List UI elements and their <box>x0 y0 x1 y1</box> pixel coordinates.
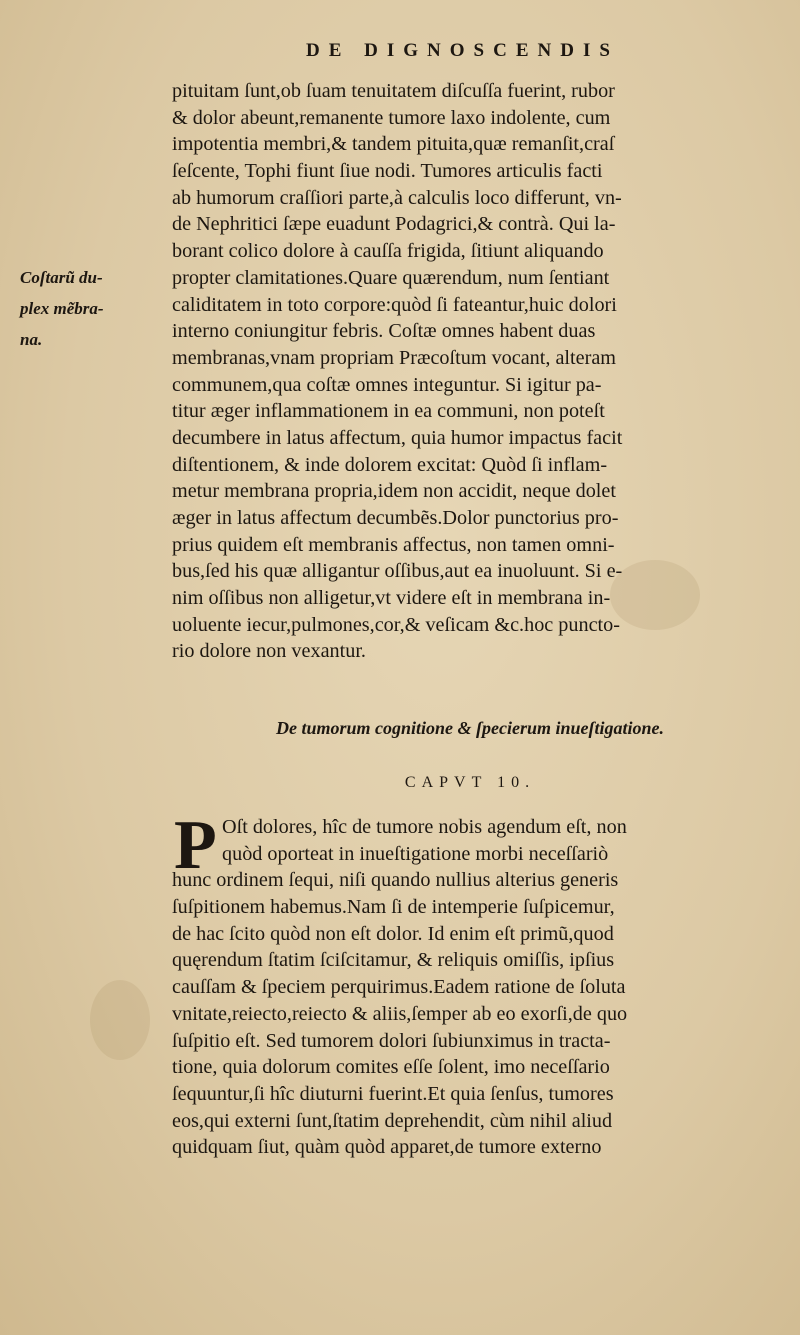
text-line: rio dolore non vexantur. <box>172 640 366 663</box>
text-line: pituitam ſunt,ob ſuam tenuitatem diſcuſſa fuerint, rubor <box>172 80 615 102</box>
running-head: DE DIGNOSCENDIS <box>306 40 619 61</box>
text-line: ſequuntur,ſi hîc diuturni fuerint.Et quia ſenſus, tumores <box>172 1082 614 1105</box>
text-line: communem,qua coſtæ omnes integuntur. Si igitur pa- <box>172 373 602 396</box>
text-line: ſuſpitio eſt. Sed tumorem dolori ſubiunximus in tracta- <box>172 1029 611 1052</box>
text-line: ſeſcente, Tophi fiunt ſiue nodi. Tumores articulis facti <box>172 160 603 183</box>
text-line: quòd oporteat in inueſtigatione morbi neceſſariò <box>222 842 609 865</box>
body-text <box>172 78 768 665</box>
margin-note-line: plex mẽbra- <box>20 299 104 318</box>
text-line: membranas,vnam propriam Præcoſtum vocant, alteram <box>172 346 616 369</box>
chapter-text <box>172 807 768 1161</box>
text-line: æger in latus affectum decumbẽs.Dolor punctorius pro- <box>172 507 619 529</box>
text-line: uoluente iecur,pulmones,cor,& veſicam &c.hoc puncto- <box>172 613 620 636</box>
text-line: bus,ſed his quæ alligantur oſſibus,aut ea inuoluunt. Si e- <box>172 560 623 583</box>
text-line: borant colico dolore à cauſſa frigida, ſitiunt aliquando <box>172 240 604 263</box>
chapter-label: CAPVT 10. <box>404 774 536 791</box>
text-line: vnitate,reiecto,reiecto & aliis,ſemper ab eo exorſi,de quo <box>172 1002 628 1025</box>
text-line: cauſſam & ſpeciem perquirimus.Eadem ratione de ſoluta <box>172 976 626 999</box>
text-line: quęrendum ſtatim ſciſcitamur, & reliquis omiſſis, ipſius <box>172 949 615 972</box>
text-line: tione, quia dolorum comites eſſe ſolent, imo neceſſario <box>172 1056 610 1079</box>
text-line: diſtentionem, & inde dolorem excitat: Quòd ſi inflam- <box>172 453 608 476</box>
text-line: quidquam ſiut, quàm quòd apparet,de tumore externo <box>172 1136 602 1159</box>
text-line: de hac ſcito quòd non eſt dolor. Id enim eſt primũ,quod <box>172 922 614 945</box>
text-line: & dolor abeunt,remanente tumore laxo indolente, cum <box>172 106 611 129</box>
text-line: ſuſpitionem habemus.Nam ſi de intemperie ſuſpicemur, <box>172 896 615 919</box>
text-line: impotentia membri,& tandem pituita,quæ remanſit,craſ <box>172 133 615 156</box>
text-line: prius quidem eſt membranis affectus, non tamen omni- <box>172 533 615 556</box>
text-line: metur membrana propria,idem non accidit, neque dolet <box>172 480 616 503</box>
text-line: decumbere in latus affectum, quia humor impactus facit <box>172 426 623 449</box>
paper-stain <box>90 980 150 1060</box>
text-line: propter clamitationes.Quare quærendum, num ſentiant <box>172 266 610 289</box>
margin-note-line: Coſtarũ du- <box>20 268 103 287</box>
text-line: interno coniungitur febris. Coſtæ omnes habent duas <box>172 320 596 343</box>
margin-note <box>20 262 165 355</box>
text-line: hunc ordinem ſequi, niſi quando nullius alterius generis <box>172 869 619 892</box>
text-line: de Nephritici ſæpe euadunt Podagrici,& contrà. Qui la- <box>172 213 616 236</box>
drop-cap: P <box>174 807 217 884</box>
section-heading: De tumorum cognitione & ſpecierum inueſtigatione. <box>275 718 664 738</box>
text-line: Oſt dolores, hîc de tumore nobis agendum eſt, non <box>222 816 627 838</box>
text-line: ab humorum craſſiori parte,à calculis loco differunt, vn- <box>172 186 622 209</box>
text-line: titur æger inflammationem in ea communi, non poteſt <box>172 400 605 423</box>
text-line: caliditatem in toto corpore:quòd ſi fateantur,huic dolori <box>172 293 617 316</box>
text-line: nim oſſibus non alligetur,vt videre eſt in membrana in- <box>172 587 611 610</box>
text-line: eos,qui externi ſunt,ſtatim deprehendit, cùm nihil aliud <box>172 1109 613 1132</box>
margin-note-line: na. <box>20 330 43 349</box>
